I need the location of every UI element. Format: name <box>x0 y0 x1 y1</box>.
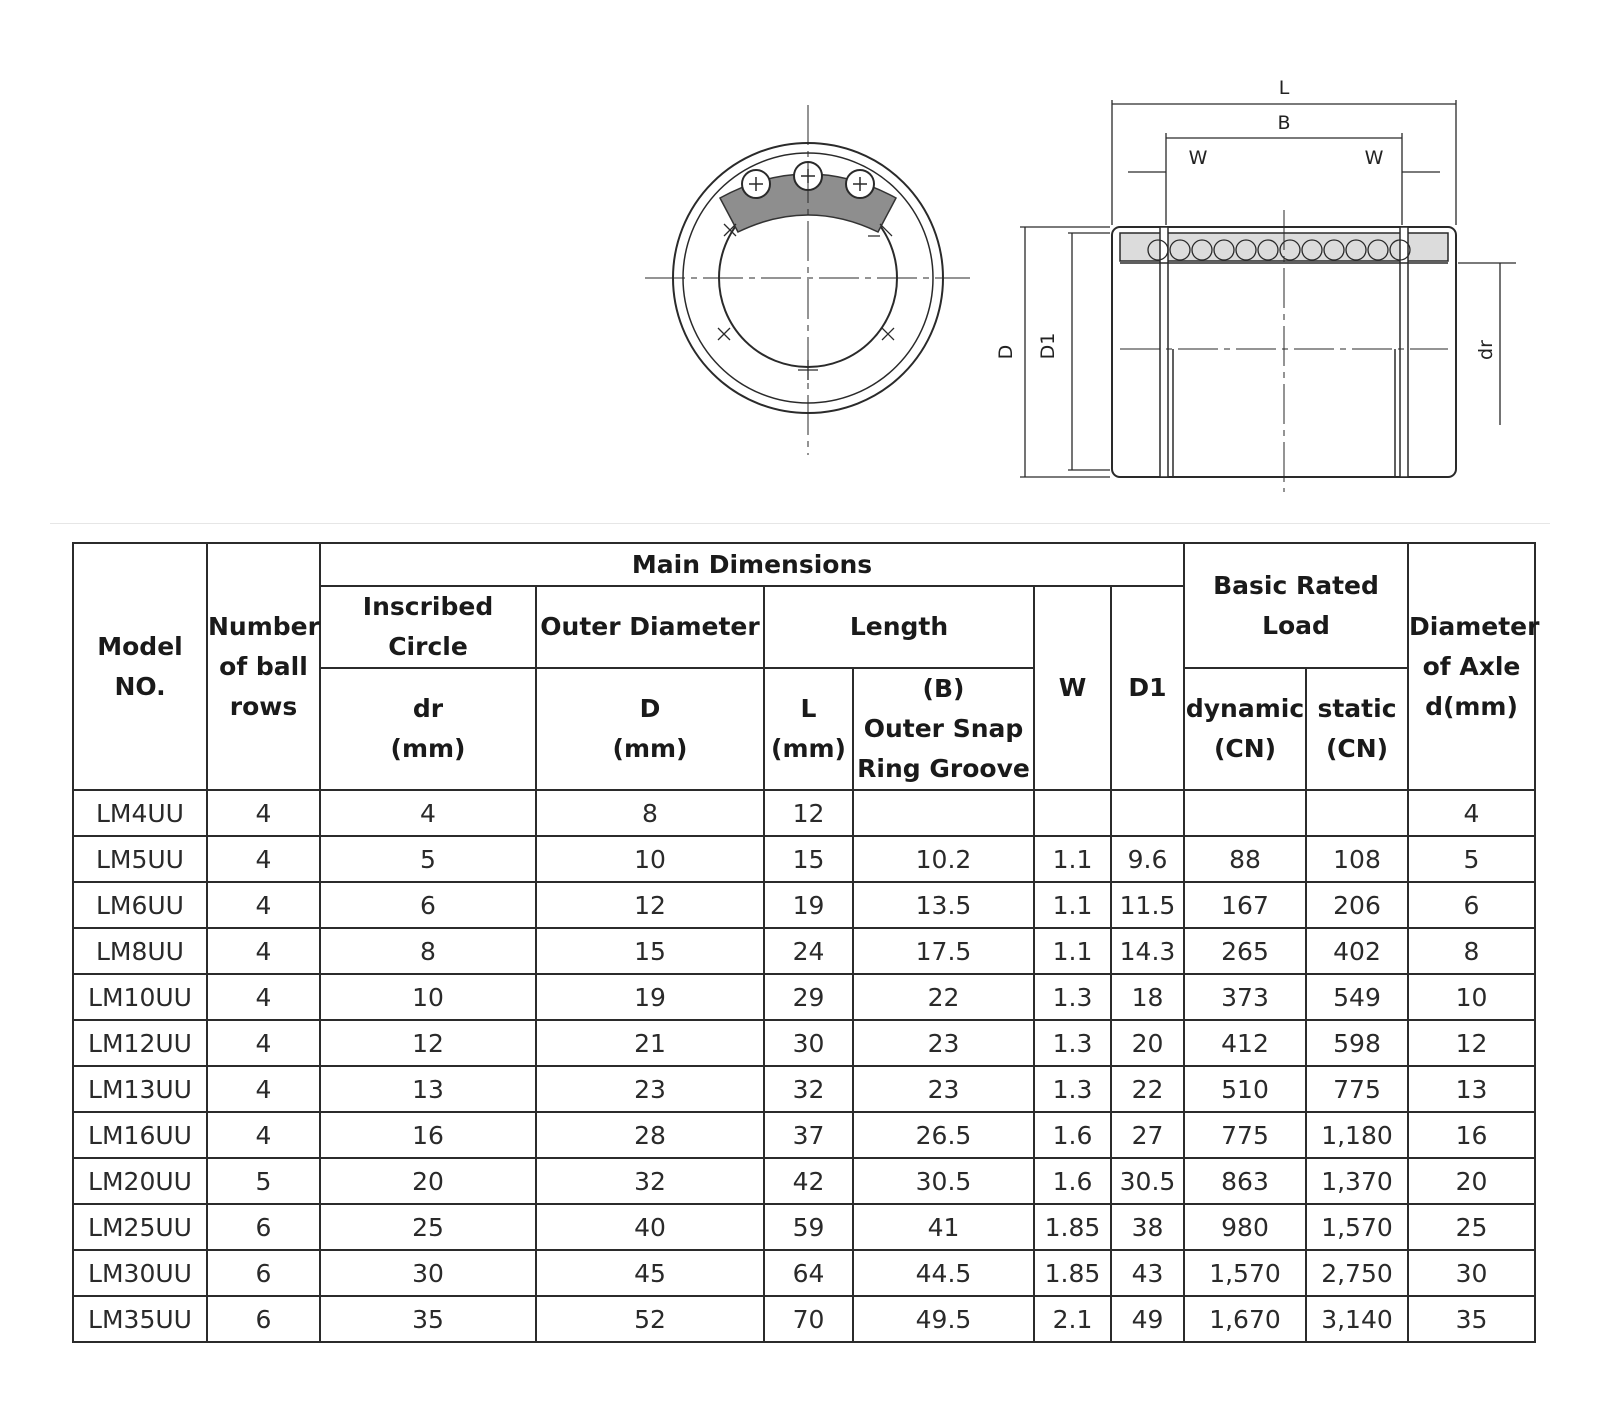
spec-table <box>72 542 1540 1343</box>
table-cell: 6 <box>1408 882 1535 928</box>
table-cell: LM13UU <box>73 1066 207 1112</box>
header-dr: dr (mm) <box>320 668 536 790</box>
table-row <box>73 928 1535 974</box>
table-cell: 6 <box>207 1296 320 1342</box>
table-cell: 10 <box>536 836 764 882</box>
table-row <box>73 1066 1535 1112</box>
table-cell: LM4UU <box>73 790 207 836</box>
table-cell: 59 <box>764 1204 853 1250</box>
table-cell: 20 <box>1408 1158 1535 1204</box>
table-cell: LM35UU <box>73 1296 207 1342</box>
header-B: (B) Outer Snap Ring Groove <box>853 668 1034 790</box>
end-view-drawing <box>645 105 970 455</box>
table-cell: 5 <box>320 836 536 882</box>
table-cell: 30.5 <box>1111 1158 1184 1204</box>
table-cell <box>1184 790 1306 836</box>
table-cell: 4 <box>1408 790 1535 836</box>
table-cell: 4 <box>207 882 320 928</box>
table-cell: 1.3 <box>1034 1020 1111 1066</box>
table-cell: 16 <box>1408 1112 1535 1158</box>
table-cell: 29 <box>764 974 853 1020</box>
table-cell: 42 <box>764 1158 853 1204</box>
header-basic-rated-load: Basic Rated Load <box>1184 543 1408 668</box>
table-cell: 863 <box>1184 1158 1306 1204</box>
table-cell: 35 <box>1408 1296 1535 1342</box>
bearing-technical-drawing <box>0 0 1600 500</box>
table-cell: LM12UU <box>73 1020 207 1066</box>
table-row <box>73 1158 1535 1204</box>
header-model: Model NO. <box>73 543 207 790</box>
table-cell: 8 <box>320 928 536 974</box>
table-cell: 17.5 <box>853 928 1034 974</box>
header-inscribed-circle: Inscribed Circle <box>320 586 536 668</box>
table-cell: 5 <box>1408 836 1535 882</box>
table-cell: 4 <box>207 790 320 836</box>
dim-label-L: L <box>1278 77 1290 99</box>
table-cell: 12 <box>1408 1020 1535 1066</box>
table-cell: 64 <box>764 1250 853 1296</box>
table-cell: 15 <box>536 928 764 974</box>
table-cell: 1.6 <box>1034 1112 1111 1158</box>
table-row <box>73 1296 1535 1342</box>
table-cell: 52 <box>536 1296 764 1342</box>
table-cell: 23 <box>853 1066 1034 1112</box>
table-cell: 4 <box>207 974 320 1020</box>
table-cell: 1.3 <box>1034 974 1111 1020</box>
table-cell: 510 <box>1184 1066 1306 1112</box>
table-cell: LM20UU <box>73 1158 207 1204</box>
table-cell: 30.5 <box>853 1158 1034 1204</box>
table-row <box>73 1204 1535 1250</box>
table-cell: 265 <box>1184 928 1306 974</box>
table-cell: LM16UU <box>73 1112 207 1158</box>
table-cell: 30 <box>320 1250 536 1296</box>
section-divider <box>50 523 1550 524</box>
table-cell: 1.1 <box>1034 836 1111 882</box>
header-W: W <box>1034 586 1111 790</box>
header-dynamic: dynamic (CN) <box>1184 668 1306 790</box>
table-cell: 20 <box>1111 1020 1184 1066</box>
table-cell: 1.1 <box>1034 882 1111 928</box>
table-row <box>73 882 1535 928</box>
header-D: D (mm) <box>536 668 764 790</box>
header-axle-diameter: Diameter of Axle d(mm) <box>1408 543 1535 790</box>
table-cell: 70 <box>764 1296 853 1342</box>
table-cell: 23 <box>853 1020 1034 1066</box>
table-cell: 26.5 <box>853 1112 1034 1158</box>
table-cell: 88 <box>1184 836 1306 882</box>
dim-label-B: B <box>1277 112 1291 134</box>
table-row <box>73 1112 1535 1158</box>
table-cell: 19 <box>764 882 853 928</box>
table-cell: 16 <box>320 1112 536 1158</box>
table-cell: 21 <box>536 1020 764 1066</box>
table-cell: 10 <box>320 974 536 1020</box>
table-cell: 4 <box>207 1112 320 1158</box>
table-cell: 30 <box>1408 1250 1535 1296</box>
table-cell: 5 <box>207 1158 320 1204</box>
table-cell <box>1111 790 1184 836</box>
table-cell: 4 <box>320 790 536 836</box>
table-cell: 23 <box>536 1066 764 1112</box>
table-cell: 4 <box>207 836 320 882</box>
table-cell: 12 <box>764 790 853 836</box>
dim-label-W-right: W <box>1364 147 1384 169</box>
table-cell: 598 <box>1306 1020 1408 1066</box>
table-cell: 9.6 <box>1111 836 1184 882</box>
header-length: Length <box>764 586 1034 668</box>
table-cell: 35 <box>320 1296 536 1342</box>
table-cell: LM10UU <box>73 974 207 1020</box>
dimension-labels <box>995 77 1497 360</box>
table-cell: 40 <box>536 1204 764 1250</box>
table-cell: 41 <box>853 1204 1034 1250</box>
table-cell: 6 <box>207 1204 320 1250</box>
table-cell: 18 <box>1111 974 1184 1020</box>
header-main-dimensions: Main Dimensions <box>320 543 1184 586</box>
table-cell: 1.85 <box>1034 1204 1111 1250</box>
table-cell: 37 <box>764 1112 853 1158</box>
table-cell: 30 <box>764 1020 853 1066</box>
table-cell: 4 <box>207 1020 320 1066</box>
table-row <box>73 790 1535 836</box>
table-cell: 13.5 <box>853 882 1034 928</box>
table-cell: 8 <box>536 790 764 836</box>
table-cell: 1,570 <box>1306 1204 1408 1250</box>
table-cell: LM5UU <box>73 836 207 882</box>
table-cell: 1,180 <box>1306 1112 1408 1158</box>
table-cell: 6 <box>320 882 536 928</box>
table-body <box>73 790 1535 1342</box>
table-row <box>73 1250 1535 1296</box>
table-cell: 167 <box>1184 882 1306 928</box>
header-D1: D1 <box>1111 586 1184 790</box>
table-cell: 2,750 <box>1306 1250 1408 1296</box>
table-cell: LM6UU <box>73 882 207 928</box>
table-cell: 12 <box>320 1020 536 1066</box>
dim-label-dr: dr <box>1475 340 1497 360</box>
table-cell: 19 <box>536 974 764 1020</box>
table-cell: 1.6 <box>1034 1158 1111 1204</box>
table-cell: 2.1 <box>1034 1296 1111 1342</box>
table-cell: 8 <box>1408 928 1535 974</box>
dim-label-D: D <box>995 344 1017 360</box>
table-cell: 25 <box>320 1204 536 1250</box>
table-cell: 4 <box>207 1066 320 1112</box>
table-cell: 1.1 <box>1034 928 1111 974</box>
table-cell: 1,670 <box>1184 1296 1306 1342</box>
header-outer-diameter: Outer Diameter <box>536 586 764 668</box>
table-cell: 108 <box>1306 836 1408 882</box>
table-cell: 22 <box>853 974 1034 1020</box>
header-L: L (mm) <box>764 668 853 790</box>
table-cell: 12 <box>536 882 764 928</box>
table-cell: 22 <box>1111 1066 1184 1112</box>
table-cell: 1.85 <box>1034 1250 1111 1296</box>
table-cell: 11.5 <box>1111 882 1184 928</box>
table-cell: 775 <box>1306 1066 1408 1112</box>
table-cell: 32 <box>764 1066 853 1112</box>
table-cell: 32 <box>536 1158 764 1204</box>
table-cell: LM25UU <box>73 1204 207 1250</box>
table-cell: 38 <box>1111 1204 1184 1250</box>
table-cell: 20 <box>320 1158 536 1204</box>
table-cell: 775 <box>1184 1112 1306 1158</box>
table-cell: 43 <box>1111 1250 1184 1296</box>
side-view-drawing <box>1020 100 1516 492</box>
table-cell: 549 <box>1306 974 1408 1020</box>
table-cell: 10 <box>1408 974 1535 1020</box>
header-static: static (CN) <box>1306 668 1408 790</box>
table-row <box>73 836 1535 882</box>
table-cell: 14.3 <box>1111 928 1184 974</box>
table-cell: 44.5 <box>853 1250 1034 1296</box>
table-cell: 373 <box>1184 974 1306 1020</box>
table-cell: 13 <box>320 1066 536 1112</box>
table-cell: 10.2 <box>853 836 1034 882</box>
table-row <box>73 1020 1535 1066</box>
table-cell: 28 <box>536 1112 764 1158</box>
table-cell <box>1306 790 1408 836</box>
table-cell: LM8UU <box>73 928 207 974</box>
dim-label-D1: D1 <box>1037 332 1059 360</box>
table-cell: 24 <box>764 928 853 974</box>
table-cell: 49.5 <box>853 1296 1034 1342</box>
table-cell <box>1034 790 1111 836</box>
table-cell: 1,570 <box>1184 1250 1306 1296</box>
table-cell: 15 <box>764 836 853 882</box>
table-header <box>73 543 1540 790</box>
table-cell: 206 <box>1306 882 1408 928</box>
table-cell: 412 <box>1184 1020 1306 1066</box>
table-row <box>73 974 1535 1020</box>
table-cell: 1,370 <box>1306 1158 1408 1204</box>
table-cell: 45 <box>536 1250 764 1296</box>
dim-label-W-left: W <box>1188 147 1208 169</box>
table-cell: 402 <box>1306 928 1408 974</box>
table-cell: 49 <box>1111 1296 1184 1342</box>
table-cell <box>853 790 1034 836</box>
header-ball-rows: Number of ball rows <box>207 543 320 790</box>
table-cell: 6 <box>207 1250 320 1296</box>
table-cell: 13 <box>1408 1066 1535 1112</box>
table-cell: LM30UU <box>73 1250 207 1296</box>
table-cell: 27 <box>1111 1112 1184 1158</box>
table-cell: 4 <box>207 928 320 974</box>
table-cell: 3,140 <box>1306 1296 1408 1342</box>
table-cell: 980 <box>1184 1204 1306 1250</box>
table-cell: 25 <box>1408 1204 1535 1250</box>
table-cell: 1.3 <box>1034 1066 1111 1112</box>
